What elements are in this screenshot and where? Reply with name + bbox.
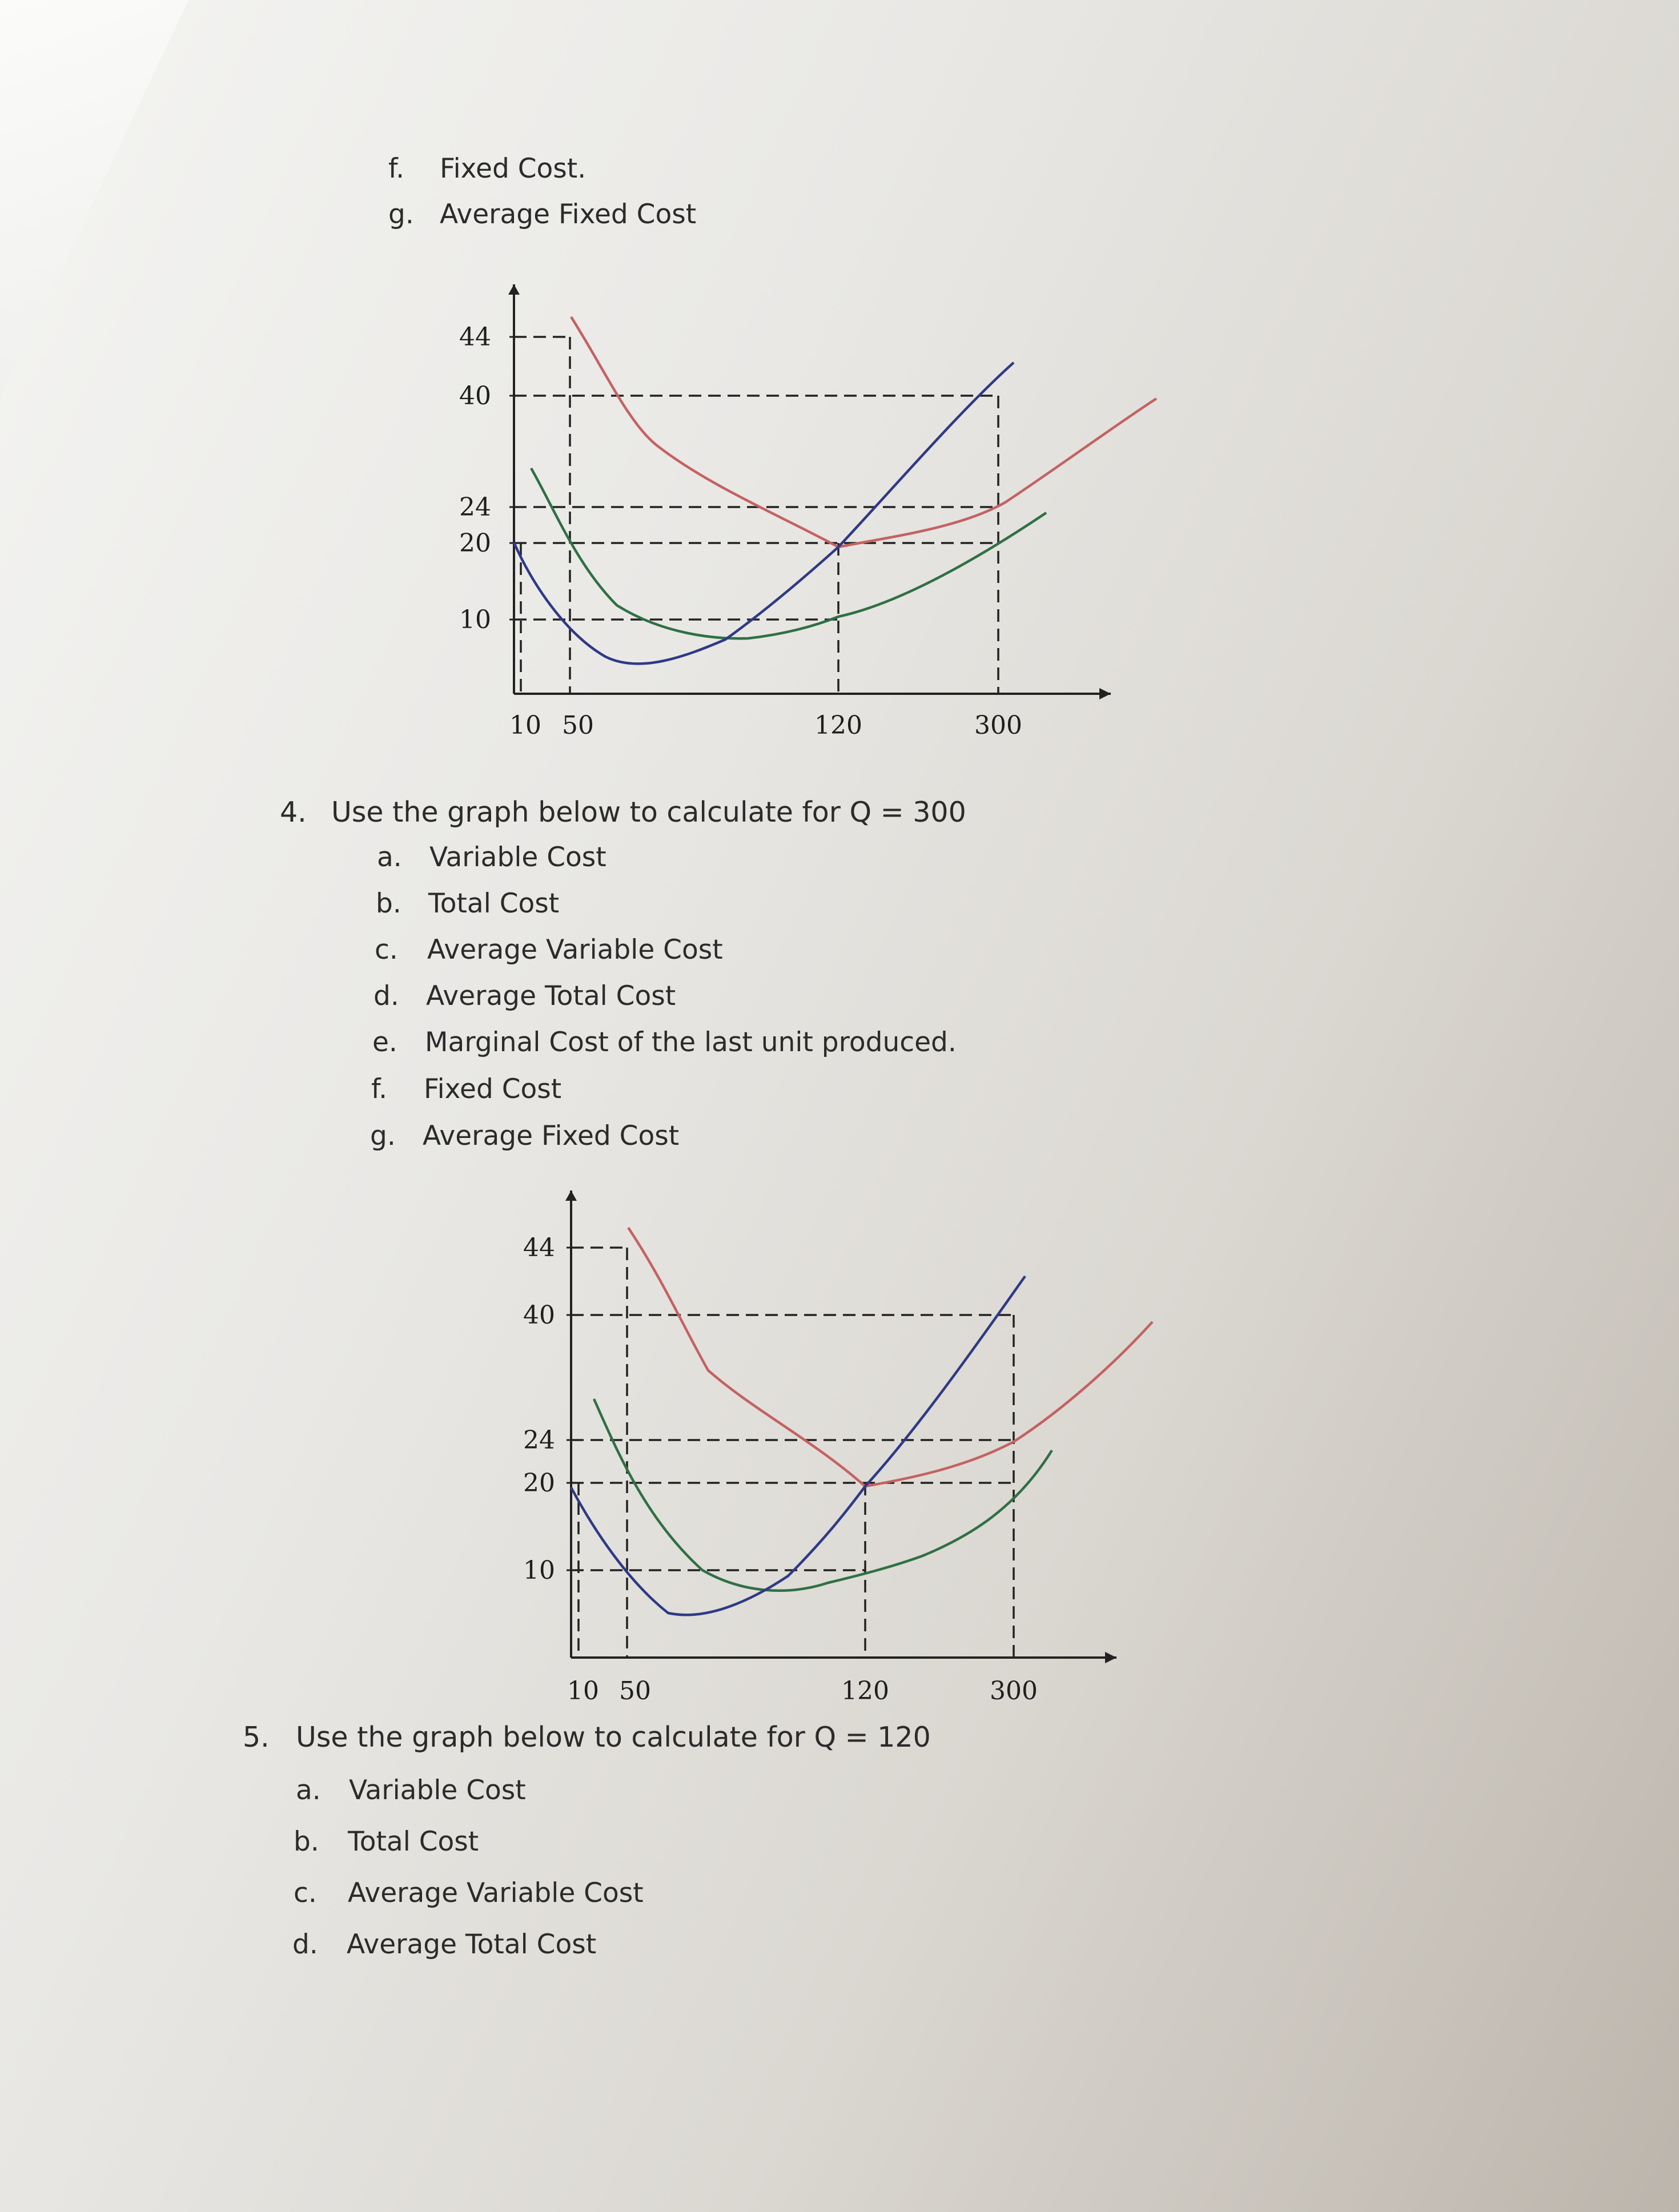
y-tick-label-40: 40 xyxy=(523,1301,555,1330)
item-marker: g. xyxy=(370,1120,396,1152)
q5-item xyxy=(292,1931,596,1958)
y-tick-label-10: 10 xyxy=(523,1556,555,1585)
item-marker: a. xyxy=(377,842,402,873)
question-5-prompt xyxy=(243,1723,931,1751)
item-text: Average Variable Cost xyxy=(427,934,723,966)
x-tick-label-300: 300 xyxy=(974,711,1022,740)
q5-item xyxy=(296,1777,526,1804)
question-number: 5. xyxy=(243,1721,270,1753)
item-marker: c. xyxy=(294,1877,317,1909)
question-number: 4. xyxy=(280,796,307,829)
x-tick-label-50: 50 xyxy=(562,711,594,740)
q5-item xyxy=(294,1877,644,1909)
item-text: Average Fixed Cost xyxy=(440,199,697,230)
y-tick-label-24: 24 xyxy=(459,493,491,522)
item-text: Average Total Cost xyxy=(347,1929,597,1960)
x-tick-label-50: 50 xyxy=(619,1676,651,1706)
item-marker: d. xyxy=(292,1929,318,1960)
item-marker: b. xyxy=(294,1826,319,1857)
item-text: Variable Cost xyxy=(429,842,606,873)
item-text: Variable Cost xyxy=(349,1775,526,1806)
y-tick-label-40: 40 xyxy=(459,381,491,411)
item-text: Total Cost xyxy=(348,1826,479,1857)
y-tick-label-20: 20 xyxy=(523,1469,555,1498)
question-text: Use the graph below to calculate for Q = 300 xyxy=(331,796,966,829)
item-marker: a. xyxy=(296,1775,321,1806)
y-tick-label-44: 44 xyxy=(459,323,491,352)
x-tick-label-120: 120 xyxy=(841,1676,889,1706)
item-text: Average Variable Cost xyxy=(348,1877,644,1909)
avc-curve xyxy=(594,1399,1052,1591)
x-tick-label-300: 300 xyxy=(990,1676,1038,1706)
item-marker: f. xyxy=(371,1073,388,1105)
y-tick-label-44: 44 xyxy=(523,1233,555,1262)
x-tick-label-10: 10 xyxy=(567,1676,599,1706)
y-tick-label-10: 10 xyxy=(459,605,491,634)
q5-item xyxy=(294,1828,479,1855)
y-axis-arrow xyxy=(565,1191,577,1201)
item-text: Fixed Cost xyxy=(424,1073,562,1105)
x-axis-arrow xyxy=(1105,1652,1116,1663)
item-marker: b. xyxy=(376,888,401,919)
item-text: Total Cost xyxy=(428,888,560,919)
x-tick-label-10: 10 xyxy=(509,711,541,740)
atc-curve xyxy=(628,1228,1152,1486)
item-marker: f. xyxy=(388,153,405,184)
item-text: Average Total Cost xyxy=(426,980,676,1012)
item-marker: d. xyxy=(373,980,399,1012)
y-tick-label-24: 24 xyxy=(523,1426,555,1455)
item-text: Average Fixed Cost xyxy=(423,1120,680,1152)
item-marker: g. xyxy=(388,199,414,230)
question-text: Use the graph below to calculate for Q = 120 xyxy=(296,1721,931,1753)
item-marker: c. xyxy=(375,934,398,966)
x-tick-label-120: 120 xyxy=(814,711,862,740)
mc-curve xyxy=(571,1276,1025,1615)
item-text: Marginal Cost of the last unit produced. xyxy=(425,1027,957,1058)
item-text: Fixed Cost. xyxy=(440,153,587,184)
item-marker: e. xyxy=(372,1027,397,1058)
y-tick-label-20: 20 xyxy=(459,529,491,558)
